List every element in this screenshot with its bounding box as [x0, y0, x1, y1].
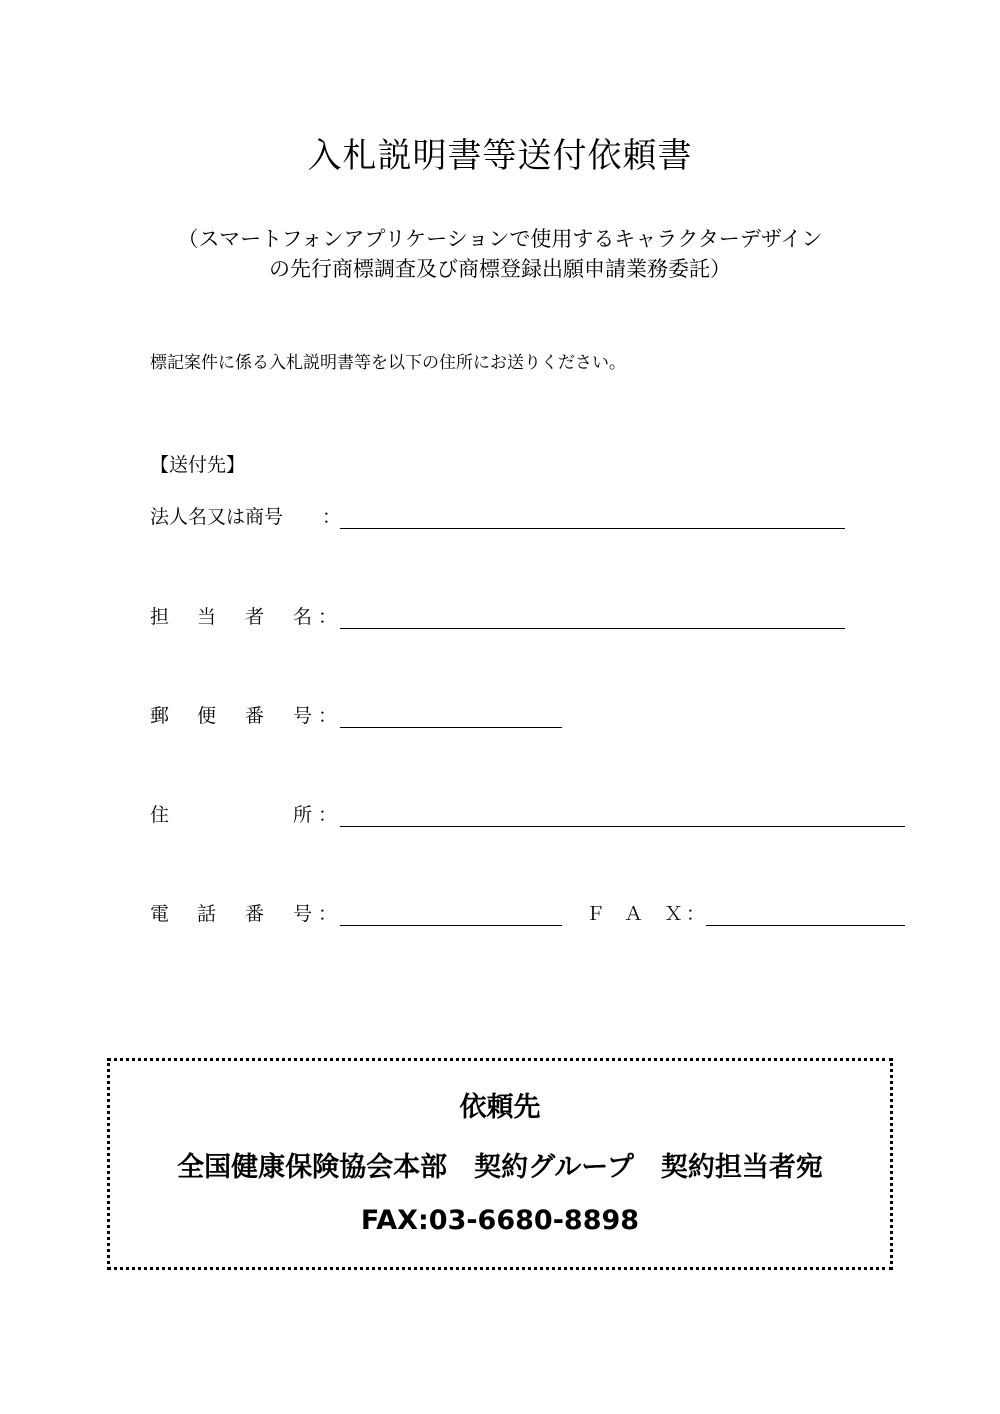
postal-field[interactable] [340, 727, 562, 728]
section-heading: 【送付先】 [150, 454, 246, 476]
request-box-fax: FAX:03-6680-8898 [360, 1205, 640, 1236]
address-row [150, 800, 910, 830]
address-label: 住 所 [150, 804, 313, 826]
request-box [107, 1058, 893, 1270]
document-subtitle [0, 224, 1000, 284]
phone-row [150, 899, 910, 929]
colon: ： [318, 705, 338, 727]
request-box-recipient: 全国健康保険協会本部 契約グループ 契約担当者宛 [177, 1152, 823, 1183]
colon: ： [322, 506, 342, 528]
colon: ： [318, 903, 338, 925]
contact-label: 担 当 者 名 [150, 606, 313, 628]
request-box-heading: 依頼先 [459, 1092, 541, 1123]
fax-field[interactable] [706, 925, 905, 926]
postal-row [150, 701, 850, 731]
company-row [150, 502, 850, 532]
subtitle-line-2: の先行商標調査及び商標登録出願申請業務委託） [269, 257, 731, 281]
fax-label: Ｆ Ａ Ｘ [586, 903, 684, 925]
address-field[interactable] [340, 826, 905, 827]
company-field[interactable] [340, 528, 845, 529]
colon: ： [318, 606, 338, 628]
colon: ： [318, 804, 338, 826]
colon: ： [686, 903, 706, 925]
postal-label: 郵 便 番 号 [150, 705, 313, 727]
phone-field[interactable] [340, 925, 562, 926]
company-label: 法人名又は商号 [150, 506, 284, 528]
intro-text: 標記案件に係る入札説明書等を以下の住所にお送りください。 [150, 353, 626, 373]
document-title: 入札説明書等送付依頼書 [307, 136, 693, 176]
contact-row [150, 602, 850, 632]
subtitle-line-1: （スマートフォンアプリケーションで使用するキャラクターデザイン [177, 227, 823, 251]
phone-label: 電 話 番 号 [150, 903, 313, 925]
contact-field[interactable] [340, 628, 845, 629]
